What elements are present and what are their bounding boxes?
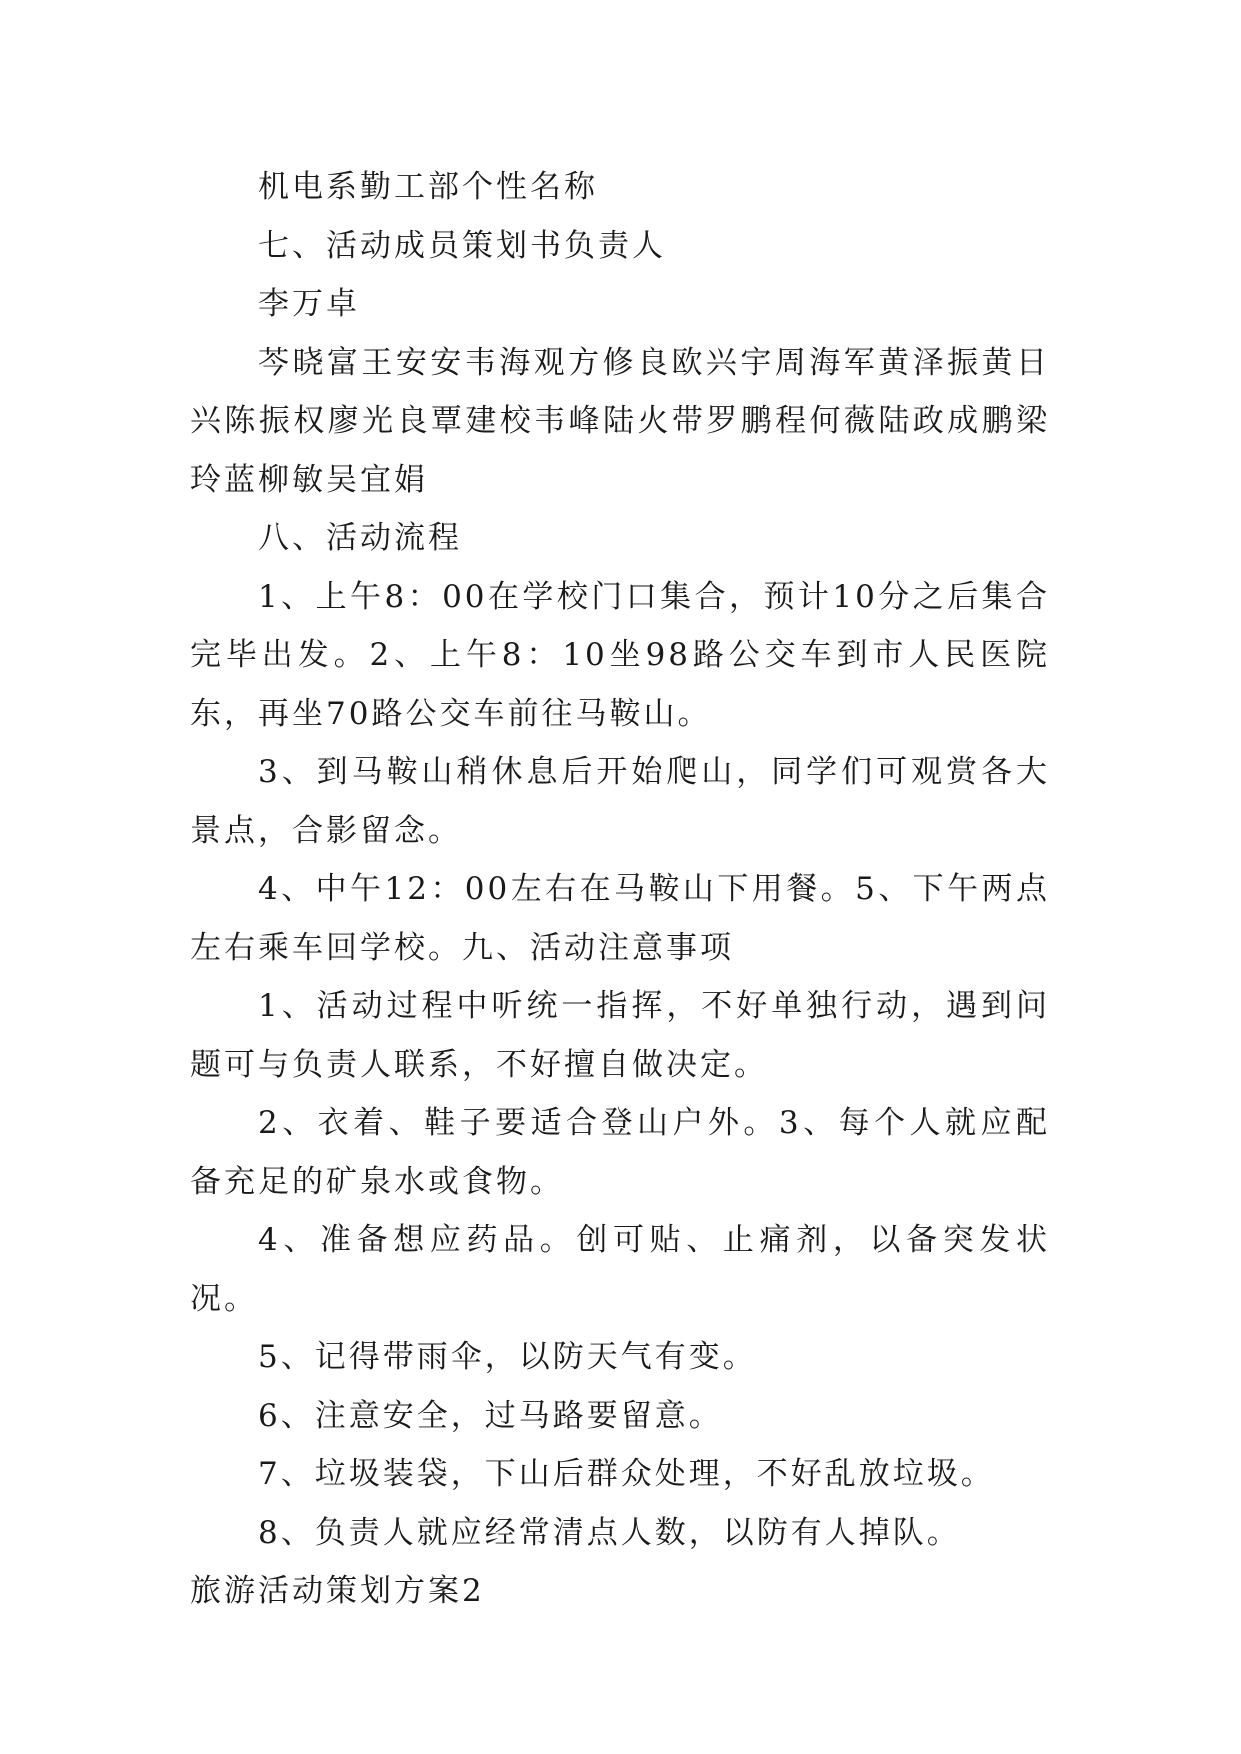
notice-item-1: 1、活动过程中听统一指挥，不好单独行动，遇到问题可与负责人联系，不好擅自做决定。 (190, 988, 1050, 1083)
schedule-item-4-5: 4、中午12：00左右在马鞍山下用餐。5、下午两点左右乘车回学校。九、活动注意事项 (190, 871, 1050, 966)
notice-item-4: 4、准备想应药品。创可贴、止痛剂，以备突发状况。 (190, 1222, 1050, 1317)
notice-item-7: 7、垃圾装袋，下山后群众处理，不好乱放垃圾。 (258, 1456, 995, 1492)
paragraph-leader-name: 李万卓 (258, 286, 360, 322)
document-body (190, 158, 1050, 1621)
schedule-item-3: 3、到马鞍山稍休息后开始爬山，同学们可观赏各大景点，合影留念。 (190, 754, 1050, 849)
paragraph-member-list: 芩晓富王安安韦海观方修良欧兴宇周海军黄泽振黄日兴陈振权廖光良覃建校韦峰陆火带罗鹏程何薇陆政成鹏梁玲蓝柳敏吴宜娟 (190, 344, 1050, 498)
notice-item-8: 8、负责人就应经常清点人数，以防有人掉队。 (258, 1514, 961, 1551)
notice-item-2-3: 2、衣着、鞋子要适合登山户外。3、每个人就应配备充足的矿泉水或食物。 (190, 1105, 1050, 1200)
notice-item-5: 5、记得带雨伞，以防天气有变。 (258, 1339, 757, 1375)
paragraph-department-name: 机电系勤工部个性名称 (258, 169, 598, 205)
notice-item-6: 6、注意安全，过马路要留意。 (258, 1397, 723, 1434)
section-title-plan-2: 旅游活动策划方案2 (190, 1573, 485, 1609)
heading-schedule: 八、活动流程 (258, 520, 462, 556)
schedule-item-1-2: 1、上午8：00在学校门口集合，预计10分之后集合完毕出发。2、上午8：10坐98路公交车到市人民医院东，再坐70路公交车前往马鞍山。 (190, 578, 1050, 732)
heading-members: 七、活动成员策划书负责人 (258, 227, 666, 264)
